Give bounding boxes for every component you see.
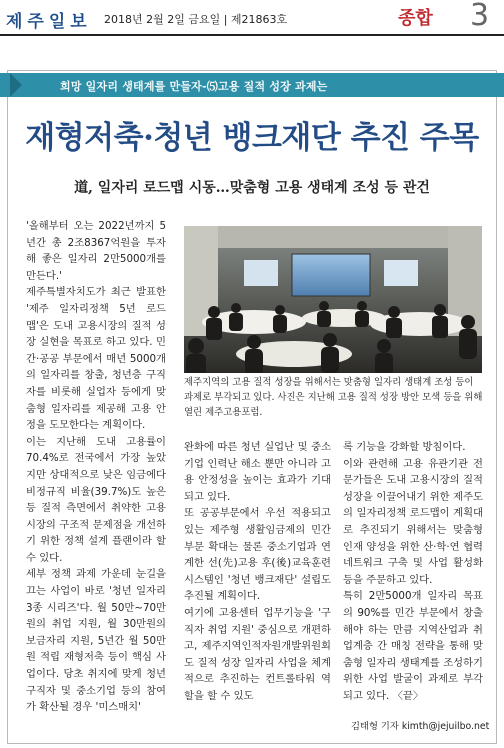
conference-hall-photo-icon	[184, 226, 482, 373]
article-column-2	[184, 439, 331, 705]
article-column-3	[343, 439, 483, 705]
series-banner-text: 희망 일자리 생태계를 만들자-⑸고용 질적 성장 과제는	[60, 80, 328, 93]
masthead-logo: 제주일보	[6, 12, 92, 32]
byline: 김태형 기자 kimth@jejuilbo.net	[351, 721, 490, 732]
paragraph: 록 기능을 강화할 방침이다.	[343, 441, 466, 453]
subheadline: 道, 일자리 로드맵 시동…맞춤형 고용 생태계 조성 등 관건	[74, 180, 430, 196]
paragraph: 여기에 고용센터 업무기능을 '구직자 취업 지원' 중심으로 개편하고, 제주지역인적자원개발위원회도 질적 성장 일자리 사업을 체계적으로 추진하는 컨트롤타워 역할을 할 수 있도	[184, 606, 331, 702]
photo-caption: 제주지역의 고용 질적 성장을 위해서는 맞춤형 일자리 생태계 조성 등이 과제로 부각되고 있다. 사진은 지난해 고용 질적 성장 방안 모색 등을 위해 열린 제주고용포럼.	[184, 377, 483, 418]
paragraph: 이와 관련해 고용 유관기관 전문가들은 도내 고용시장의 질적 성장을 이끌어내기 위한 제주도의 일자리정책 로드맵이 계획대로 추진되기 위해서는 맞춤형 인재 양성을 위한 산·학·연 협력 네트워크 구축 및 사업 활성화 등을 주문하고 있다.	[343, 457, 483, 586]
banner-arrow-icon	[10, 73, 22, 97]
paragraph: 또 공공부문에서 우선 적용되고 있는 제주형 생활임금제의 민간부문 확대는 물론 중소기업과 연계한 선(先)고용 후(後)교육훈련 시스템인 '청년 뱅크재단' 설립도 추진될 계획이다.	[184, 507, 331, 603]
page-number: 3	[470, 0, 490, 33]
section-label: 종합	[398, 8, 433, 29]
paragraph: 완화에 따른 청년 실업난 및 중소기업 인력난 해소 뿐만 아니라 고용 안정성을 높이는 효과가 기대되고 있다.	[184, 441, 331, 503]
headline: 재형저축·청년 뱅크재단 추진 주목	[25, 120, 479, 156]
page-header	[0, 0, 504, 36]
dateline: 2018년 2월 2일 금요일 | 제21863호	[104, 13, 288, 26]
paragraph: 세부 정책 과제 가운데 눈길을 끄는 사업이 바로 '청년 일자리 3종 시리즈'다. 월 50만~70만원의 취업 지원, 월 30만원의 보금자리 지원, 5년간 월 50만원 적립 재형저축 등이 핵심 사업이다. 당초 취지에 맞게 청년 구직자 및 중소기업 등의 참여가 확산될 경우 '미스매치'	[26, 568, 166, 714]
paragraph: '올해부터 오는 2022년까지 5년간 총 2조8367억원을 투자해 좋은 일자리 2만5000개를 만든다.'	[26, 220, 166, 282]
paragraph: 특히 2만5000개 일자리 목표의 90%를 민간 부문에서 창출해야 하는 만큼 지역산업과 취업계층 간 매칭 전략을 통해 맞춤형 일자리 생태계를 조성하기 위한 사업 발굴이 과제로 부각되고 있다. 〈끝〉	[343, 590, 483, 702]
paragraph: 이는 지난해 도내 고용률이 70.4%로 전국에서 가장 높았지만 상대적으로 낮은 임금에다 비정규직 비율(39.7%)도 높은 등 질적 측면에서 취약한 고용시장의 구조적 문제점을 개선하기 위한 정책 설계 플랜이라 할 수 있다.	[26, 435, 166, 564]
article-column-1	[26, 218, 166, 716]
paragraph: 제주특별자치도가 최근 발표한 '제주 일자리정책 5년 로드맵'은 도내 고용시장의 질적 성장 실현을 목표로 하고 있다. 민간·공공 부문에서 매년 5000개의 일자리를 창출, 청년층 구직자를 비롯해 실업자 등에게 맞춤형 일자리를 제공해 고용 안정을 도모한다는 계획이다.	[26, 286, 166, 432]
article-photo	[184, 226, 482, 373]
